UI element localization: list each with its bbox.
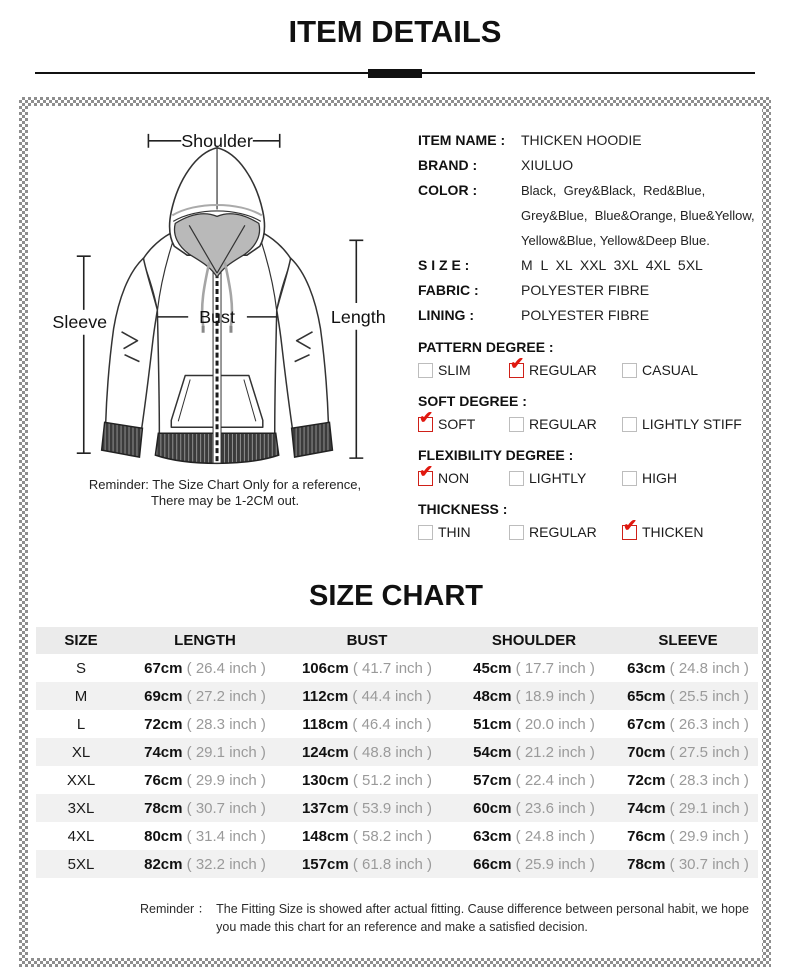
size-cell: 4XL xyxy=(67,827,95,845)
length-measure xyxy=(349,240,363,458)
table-header-row xyxy=(36,627,758,654)
checkbox-high[interactable]: HIGH xyxy=(622,466,756,490)
checkbox-thin[interactable]: THIN xyxy=(418,520,509,544)
bust-label: Bust xyxy=(199,306,235,327)
measure-cell: 82cm ( 32.2 inch ) xyxy=(126,850,284,878)
measure-cell: 67cm ( 26.3 inch ) xyxy=(627,715,749,733)
hoodie-illustration xyxy=(36,114,414,470)
item-details-panel xyxy=(414,114,756,544)
measure-cell: 76cm ( 29.9 inch ) xyxy=(627,827,749,845)
measure-cell: 74cm ( 29.1 inch ) xyxy=(126,738,284,766)
measure-cell: 63cm ( 24.8 inch ) xyxy=(473,827,595,845)
measure-cell: 78cm ( 30.7 inch ) xyxy=(618,850,758,878)
checkbox-icon[interactable] xyxy=(622,471,637,486)
sleeve-measure xyxy=(77,256,91,453)
column-header-bust: BUST xyxy=(284,627,450,654)
measure-cell: 78cm ( 30.7 inch ) xyxy=(126,794,284,822)
measure-cell: 72cm ( 28.3 inch ) xyxy=(144,715,266,733)
table-row xyxy=(36,822,758,850)
measure-cell: 148cm ( 58.2 inch ) xyxy=(301,827,433,845)
measure-cell: 45cm ( 17.7 inch ) xyxy=(473,659,595,677)
measure-cell: 157cm ( 61.8 inch ) xyxy=(284,850,450,878)
diagram-reminder: Reminder: The Size Chart Only for a reference, There may be 1-2CM out. xyxy=(88,477,362,508)
flexibility-degree-group: FLEXIBILITY DEGREE : ✔ NON LIGHTLY HIGH xyxy=(418,444,756,490)
measure-cell: 80cm ( 31.4 inch ) xyxy=(144,827,266,845)
measure-cell: 70cm ( 27.5 inch ) xyxy=(618,738,758,766)
measure-cell: 106cm ( 41.7 inch ) xyxy=(301,659,433,677)
detail-row-lining: LINING : POLYESTER FIBRE xyxy=(418,307,650,323)
measure-cell: 63cm ( 24.8 inch ) xyxy=(627,659,749,677)
check-icon: ✔ xyxy=(510,353,525,373)
hoodie-cuff-left xyxy=(102,422,143,457)
measure-cell: 137cm ( 53.9 inch ) xyxy=(284,794,450,822)
checkbox-soft[interactable]: ✔ SOFT xyxy=(419,407,476,432)
checkbox-icon[interactable] xyxy=(509,417,524,432)
soft-degree-group: SOFT DEGREE : ✔ SOFT REGULAR LIGHTLY STIFF xyxy=(418,390,756,436)
detail-row-size: S I Z E : M L XL XXL 3XL 4XL 5XL xyxy=(418,257,703,273)
size-cell: M xyxy=(36,682,126,710)
measure-cell: 57cm ( 22.4 inch ) xyxy=(473,771,595,789)
item-details-frame xyxy=(19,97,771,967)
checkbox-icon[interactable] xyxy=(509,353,525,378)
measure-cell: 54cm ( 21.2 inch ) xyxy=(450,738,618,766)
checkbox-regular-soft[interactable]: REGULAR xyxy=(509,412,622,436)
hoodie-diagram xyxy=(36,114,414,544)
check-icon: ✔ xyxy=(419,461,434,481)
checkbox-icon[interactable] xyxy=(418,461,434,486)
size-cell: 3XL xyxy=(36,794,126,822)
size-cell: XXL xyxy=(66,771,96,789)
detail-row-fabric: FABRIC : POLYESTER FIBRE xyxy=(418,282,650,298)
check-icon: ✔ xyxy=(623,515,638,535)
table-row xyxy=(36,682,758,710)
checkbox-non[interactable]: ✔ NON xyxy=(419,461,470,486)
checkbox-icon[interactable] xyxy=(622,363,637,378)
checkbox-icon[interactable] xyxy=(509,471,524,486)
checkbox-icon[interactable] xyxy=(418,363,433,378)
pattern-degree-group: PATTERN DEGREE : SLIM ✔ REGULAR CASUAL xyxy=(418,336,756,382)
sleeve-label: Sleeve xyxy=(52,311,108,332)
measure-cell: 65cm ( 25.5 inch ) xyxy=(618,682,758,710)
title-divider xyxy=(35,72,755,74)
size-cell: L xyxy=(76,715,86,733)
checkbox-icon[interactable] xyxy=(509,525,524,540)
measure-cell: 76cm ( 29.9 inch ) xyxy=(144,771,266,789)
column-header-sleeve: SLEEVE xyxy=(618,627,758,654)
hoodie-cuff-right xyxy=(292,422,333,457)
measure-cell: 51cm ( 20.0 inch ) xyxy=(473,715,595,733)
measure-cell: 118cm ( 46.4 inch ) xyxy=(302,715,432,733)
measure-cell: 74cm ( 29.1 inch ) xyxy=(618,794,758,822)
size-chart-table xyxy=(36,627,758,878)
size-chart-title: SIZE CHART xyxy=(309,580,483,612)
shoulder-label: Shoulder xyxy=(181,130,253,151)
page-title: ITEM DETAILS xyxy=(288,14,502,49)
column-header-size: SIZE xyxy=(36,627,126,654)
size-cell: 5XL xyxy=(36,850,126,878)
checkbox-thicken[interactable]: ✔ THICKEN xyxy=(623,515,704,540)
column-header-length: LENGTH xyxy=(126,627,284,654)
checkbox-icon[interactable] xyxy=(418,407,434,432)
table-row xyxy=(36,794,758,822)
size-cell: S xyxy=(75,659,86,677)
length-label: Length xyxy=(330,306,386,327)
divider-center-bar xyxy=(368,69,422,78)
measure-cell: 112cm ( 44.4 inch ) xyxy=(284,682,450,710)
column-header-shoulder: SHOULDER xyxy=(450,627,618,654)
checkbox-slim[interactable]: SLIM xyxy=(418,358,509,382)
thickness-group: THICKNESS : THIN REGULAR ✔ THICKEN xyxy=(418,498,756,544)
checkbox-icon[interactable] xyxy=(622,515,638,540)
detail-row-item-name: ITEM NAME : THICKEN HOODIE xyxy=(418,132,642,148)
table-row xyxy=(36,738,758,766)
checkbox-lightly[interactable]: LIGHTLY xyxy=(509,466,622,490)
footer-reminder: Reminder ： The Fitting Size is showed after actual fitting. Cause difference between personal habit, we hope you made this chart for an reference and make a satisfied decision. xyxy=(140,902,749,934)
measure-cell: 66cm ( 25.9 inch ) xyxy=(450,850,618,878)
checkbox-casual[interactable]: CASUAL xyxy=(622,358,756,382)
checkbox-regular-thickness[interactable]: REGULAR xyxy=(509,520,622,544)
measure-cell: 67cm ( 26.4 inch ) xyxy=(144,659,266,677)
table-row xyxy=(36,654,758,682)
table-row xyxy=(36,766,758,794)
size-cell: XL xyxy=(36,738,126,766)
measure-cell: 72cm ( 28.3 inch ) xyxy=(627,771,749,789)
checkbox-icon[interactable] xyxy=(418,525,433,540)
table-row xyxy=(36,710,758,738)
checkbox-lightly-stiff[interactable]: LIGHTLY STIFF xyxy=(622,412,756,436)
checkbox-regular-pattern[interactable]: ✔ REGULAR xyxy=(510,353,597,378)
check-icon: ✔ xyxy=(419,407,434,427)
detail-row-brand: BRAND : XIULUO xyxy=(418,157,574,173)
checkbox-icon[interactable] xyxy=(622,417,637,432)
detail-row-color: COLOR : Black, Grey&Black, Red&Blue, Grey&Blue, Blue&Orange, Blue&Yellow, Yellow&Blue, Yellow&Deep Blue. xyxy=(418,182,755,248)
table-row xyxy=(36,850,758,878)
measure-cell: 130cm ( 51.2 inch ) xyxy=(301,771,433,789)
measure-cell: 124cm ( 48.8 inch ) xyxy=(284,738,450,766)
measure-cell: 60cm ( 23.6 inch ) xyxy=(450,794,618,822)
measure-cell: 48cm ( 18.9 inch ) xyxy=(450,682,618,710)
measure-cell: 69cm ( 27.2 inch ) xyxy=(126,682,284,710)
